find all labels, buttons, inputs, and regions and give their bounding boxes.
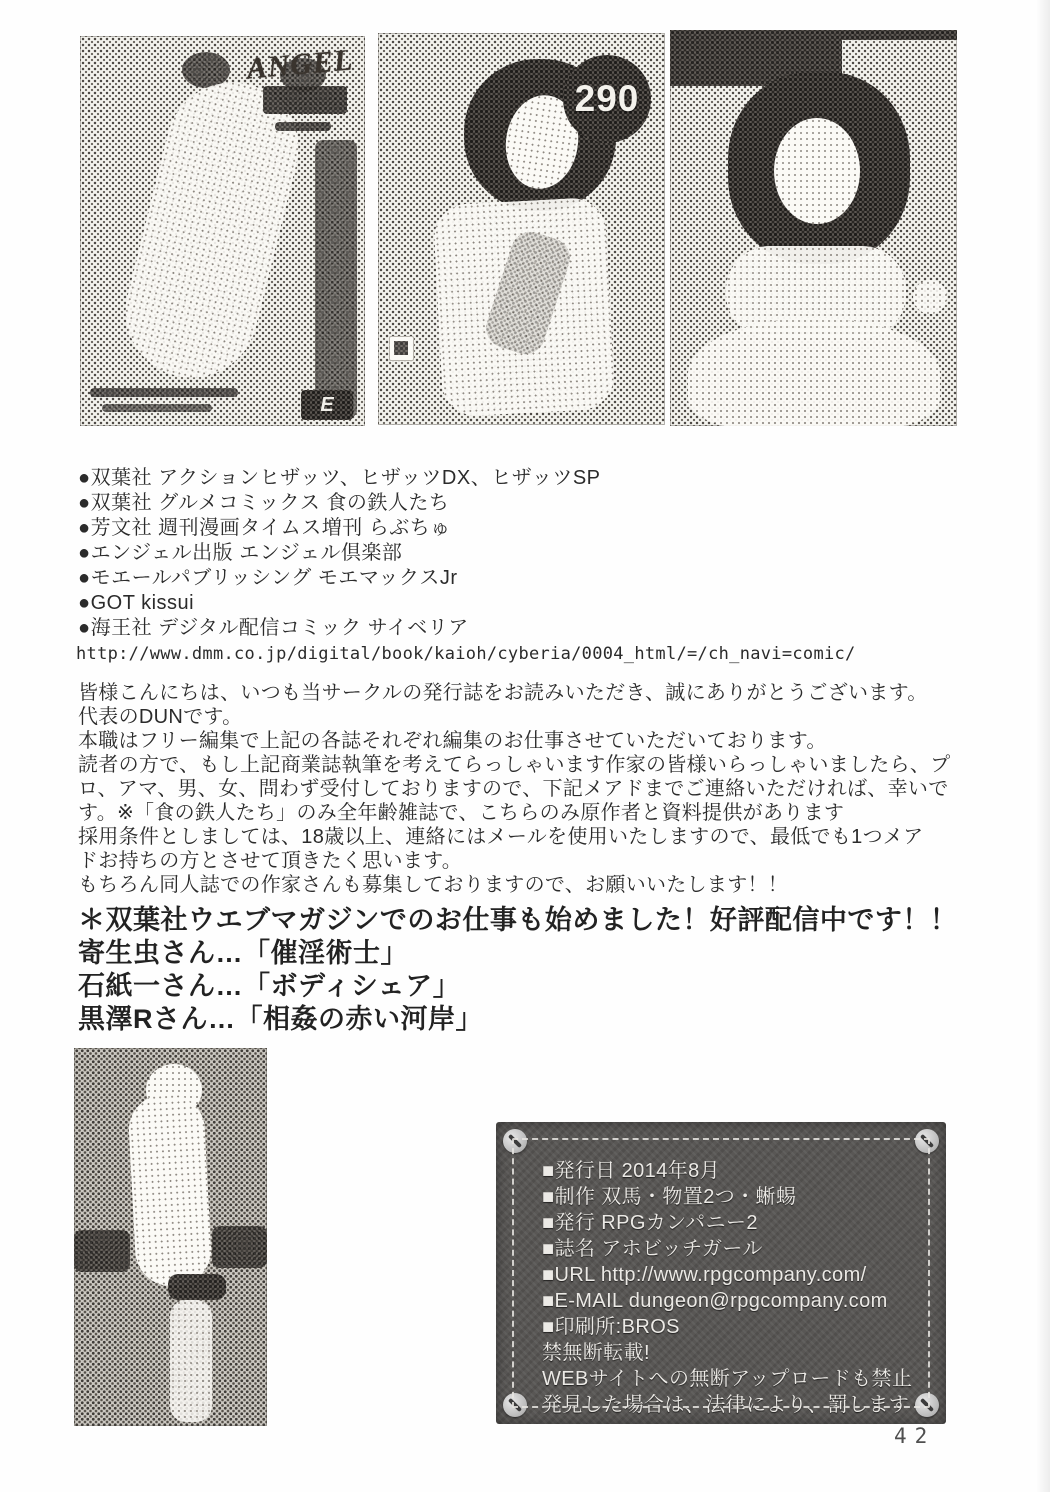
caption-text-line: [102, 404, 212, 412]
face-shape: [774, 118, 860, 224]
scan-edge-shadow: [1036, 0, 1050, 1492]
announcement-line: 石紙一さん…「ボディシェア」: [78, 971, 461, 1001]
colophon-line-url: ■URL http://www.rpgcompany.com/: [542, 1264, 867, 1286]
colophon-line-production: ■制作 双馬・物置2つ・蜥蜴: [542, 1186, 797, 1208]
cover-thumbnail-illustrated-magazine: [670, 30, 957, 426]
greeting-paragraph: [78, 681, 951, 897]
logo-subtitle-block: [263, 86, 347, 114]
colophon-line-title: ■誌名 アホビッチガール: [542, 1238, 763, 1260]
colophon-plate: [496, 1122, 946, 1424]
publication-item: ●双葉社 アクションヒザッツ、ヒザッツDX、ヒザッツSP: [78, 467, 601, 489]
skirt-shape: [168, 1274, 226, 1300]
caption-text-line: [90, 388, 238, 397]
qr-mark: [389, 336, 414, 361]
vertical-text-column: [315, 140, 357, 418]
publication-item: ●エンジェル出版 エンジェル倶楽部: [78, 542, 403, 564]
publication-item: ●芳文社 週刊漫画タイムス増刊 らぶちゅ: [78, 517, 451, 539]
greeting-line: ドお持ちの方とさせて頂きたく思います。: [78, 850, 463, 872]
greeting-line: 本職はフリー編集で上記の各誌それぞれ編集のお仕事させていただいております。: [78, 730, 827, 752]
colophon-line-no-upload: WEBサイトへの無断アップロードも禁止: [542, 1368, 913, 1390]
colophon-line-publisher: ■発行 RPGカンパニー2: [542, 1212, 758, 1234]
greeting-line: 採用条件としましては、18歳以上、連絡にはメールを使用いたしますので、最低でも1つメア: [78, 826, 924, 848]
bedding-shape: [688, 318, 940, 426]
greeting-line: す。※「食の鉄人たち」のみ全年齢雑誌で、こちらのみ原作者と資料提供があります: [78, 802, 845, 824]
publication-item: ●海王社 デジタル配信コミック サイベリア: [78, 617, 469, 639]
issue-number-badge: 290: [563, 55, 651, 143]
web-magazine-announcement: [78, 904, 957, 1036]
greeting-line: もちろん同人誌での作家さんも募集しておりますので、お願いいたします！！: [78, 874, 789, 896]
qr-ink: [394, 341, 408, 355]
sparkle-shape: [913, 280, 947, 314]
publication-item: ●双葉社 グルメコミックス 食の鉄人たち: [78, 492, 450, 514]
publisher-logo-mark: E: [301, 390, 353, 420]
announcement-line: 黒澤Rさん…「相姦の赤い河岸」: [78, 1004, 483, 1034]
figure-silhouette: [127, 1092, 213, 1288]
cyberia-url-text: http://www.dmm.co.jp/digital/book/kaioh/cyberia/0004_html/=/ch_navi=comic/: [76, 644, 856, 664]
page-number: 42: [894, 1424, 936, 1448]
announcement-line: 寄生虫さん…「催淫術士」: [78, 938, 408, 968]
colophon-line-legal-warning: 発見した場合は、法律により、罰します: [542, 1394, 910, 1416]
cover-thumbnail-angel-club: [80, 36, 365, 426]
figure-silhouette: [112, 68, 313, 391]
legs-shape: [170, 1300, 212, 1422]
greeting-line: ロ、アマ、男、女、問わず受付しておりますので、下記メアドまでご連絡いただければ、幸いで: [78, 778, 949, 800]
publication-item: ●GOT kissui: [78, 592, 195, 614]
top-edge-strip: [670, 30, 957, 40]
photo-figure-thumbnail: [74, 1048, 267, 1426]
greeting-line: 読者の方で、もし上記商業誌執筆を考えてらっしゃいます作家の皆様いらっしゃいましたら、プ: [78, 754, 951, 776]
greeting-line: 代表のDUNです。: [78, 706, 243, 728]
publication-item: ●モエールパブリッシング モエマックスJr: [78, 567, 458, 589]
colophon-line-publish-date: ■発行日 2014年8月: [542, 1160, 721, 1182]
publication-list: [78, 466, 601, 641]
colophon-line-printer: ■印刷所:BROS: [542, 1316, 680, 1338]
background-band: [74, 1230, 130, 1272]
colophon-line-no-reproduction: 禁無断転載!: [542, 1342, 650, 1364]
greeting-line: 皆様こんにちは、いつも当サークルの発行誌をお読みいただき、誠にありがとうございます。: [78, 682, 928, 704]
colophon-line-email: ■E-MAIL dungeon@rpgcompany.com: [542, 1290, 888, 1312]
logo-underline-bar: [275, 122, 331, 131]
announcement-line: ＊双葉社ウエブマガジンでのお仕事も始めました！好評配信中です！！: [78, 905, 958, 935]
cover-thumbnail-photo-magazine: [378, 33, 665, 425]
angel-logo-text: ANGEL: [245, 43, 355, 86]
background-band: [212, 1226, 267, 1268]
colophon-text: [542, 1158, 924, 1418]
